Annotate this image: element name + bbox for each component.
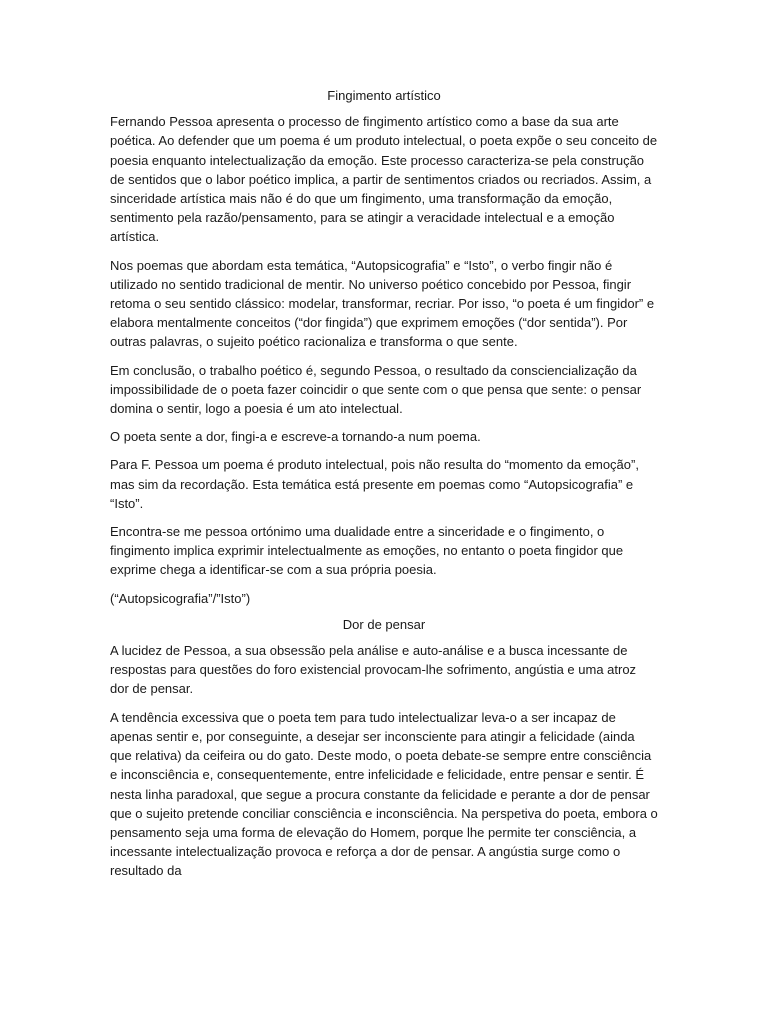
section-title-dor-de-pensar: Dor de pensar (342, 616, 426, 632)
document-page (110, 86, 658, 890)
section-title-fingimento: Fingimento artístico (327, 88, 441, 103)
paragraph-reference: (“Autopsicografia”/”Isto”) (110, 590, 251, 606)
paragraph: O poeta sente a dor, fingi-a e escreve-a tornando-a num poema. (110, 429, 481, 445)
paragraph: Encontra-se me pessoa ortónimo uma dualidade entre a sinceridade e o fingimento, o fingimento implica exprimir intelectualmente as emoções, no entanto o poeta fingidor que exprime chega a identificar-se com a sua própria poesia. (110, 524, 624, 578)
paragraph: Fernando Pessoa apresenta o processo de fingimento artístico como a base da sua arte poética. Ao defender que um poema é um produto intelectual, o poeta expõe o seu conceito de poesia enquanto intelectualização da emoção. Este processo caracteriza-se pela construção de sentidos que o labor poético implica, a partir de sentimentos criados ou recriados. Assim, a sinceridade artística mais não é do que um fingimento, uma transformação da emoção, sentimento pela razão/pensamento, para se atingir a veracidade intelectual e a emoção artística. (110, 114, 658, 245)
paragraph: Para F. Pessoa um poema é produto intelectual, pois não resulta do “momento da emoção”, mas sim da recordação. Esta temática está presente em poemas como “Autopsicografia” e “Isto”. (110, 457, 639, 511)
paragraph: Em conclusão, o trabalho poético é, segundo Pessoa, o resultado da consciencialização da impossibilidade de o poeta fazer coincidir o que sente com o que pensa que sente: o pensar domina o sentir, logo a poesia é um ato intelectual. (110, 362, 642, 417)
paragraph: Nos poemas que abordam esta temática, “Autopsicografia” e “Isto”, o verbo fingir não é utilizado no sentido tradicional de mentir. No universo poético concebido por Pessoa, fingir retoma o seu sentido clássico: modelar, transformar, recriar. Por isso, “o poeta é um fingidor” e elabora mentalmente conceitos (“dor fingida”) que exprimem emoções (“dor sentida”). Por outras palavras, o sujeito poético racionaliza e transforma o que sente. (110, 257, 655, 350)
paragraph: A tendência excessiva que o poeta tem para tudo intelectualizar leva-o a ser incapaz de apenas sentir e, por conseguinte, a desejar ser inconsciente para atingir a felicidade (ainda que relativa) da ceifeira ou do gato. Deste modo, o poeta debate-se sempre entre consciência e inconsciência e, consequentemente, entre infelicidade e felicidade, entre pensar e sentir. É nesta linha paradoxal, que segue a procura constante da felicidade e perante a dor de pensar que o sujeito pretende conciliar consciência e inconsciência. Na perspetiva do poeta, embora o pensamento seja uma forma de elevação do Homem, porque lhe permite ter consciência, a incessante intelectualização provoca e reforça a dor de pensar. A angústia surge como o resultado da (110, 709, 658, 879)
paragraph: A lucidez de Pessoa, a sua obsessão pela análise e auto-análise e a busca incessante de respostas para questões do foro existencial provocam-lhe sofrimento, angústia e uma atroz dor de pensar. (110, 643, 637, 697)
